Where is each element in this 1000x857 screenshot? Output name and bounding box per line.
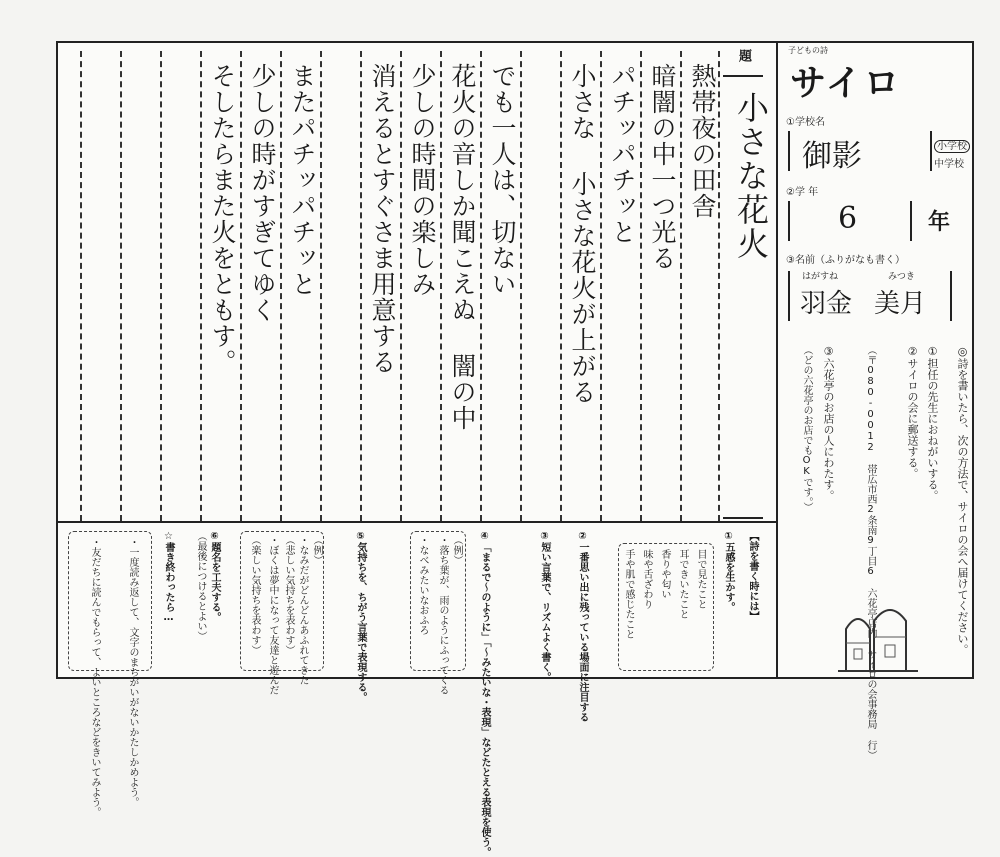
guide-line (520, 51, 522, 521)
poem-line-2: 暗闇の中一つ光る (648, 63, 677, 271)
school-elementary: 小学校 (934, 137, 970, 152)
tip-1-item: 手や肌で感じたこと (623, 549, 634, 639)
tip-1-head: ①五感を生かす。 (723, 531, 734, 612)
guide-line (560, 51, 562, 521)
tip-5-example: （例） (311, 535, 322, 565)
magazine-logo: サイロ (790, 63, 902, 104)
grade-value: 6 (838, 201, 858, 236)
poem-line-5: でも一人は、切ない (488, 63, 517, 297)
tip-7: ☆書き終わったら… (163, 531, 174, 623)
school-value: 御影 (802, 139, 862, 174)
school-label: ①学校名 (786, 117, 825, 128)
name-family: 羽金 (800, 289, 853, 319)
poem-line-6: 花火の音しか聞こえぬ 闇の中 (448, 63, 477, 431)
poem-writing-area (58, 43, 776, 521)
instructions-address: （〒080-0012 帯広市西2条南9丁目6 六花亭店内 サイロの会事務局 行） (865, 345, 876, 760)
guide-line (320, 51, 322, 521)
guide-line (280, 51, 282, 521)
poem-line-8: 消えるとすぐさま用意する (368, 63, 397, 375)
guide-line (480, 51, 482, 521)
guide-line (640, 51, 642, 521)
guide-line (440, 51, 442, 521)
instructions-step3: ③六花亭のお店の人にわたす。 (822, 345, 835, 501)
guide-line (160, 51, 162, 521)
name-given: 美月 (874, 289, 927, 319)
tip-5-example: ・なみだがどんどんあふれてきた (297, 535, 308, 685)
tip-5-example: （楽しい気持ちを表わす） (249, 535, 260, 655)
instructions-step2: ②サイロの会に郵送する。 (906, 345, 919, 479)
poem-line-4: 小さな 小さな花火が上がる (568, 63, 597, 405)
tip-4-example: ・落ち葉が、雨のようにふってくる (437, 535, 448, 695)
tip-5: ⑤気持ちを、ちがう言葉で表現する。 (355, 531, 366, 702)
tip-1-item: 味や舌ざわり (641, 549, 652, 609)
tip-1-item: 耳できいたこと (677, 549, 688, 619)
guide-line (120, 51, 122, 521)
furigana-family: はがすね (802, 272, 839, 282)
tip-3: ③短い言葉で、リズムよく書く。 (539, 531, 550, 682)
grade-unit: 年 (928, 209, 951, 235)
poem-line-3: パチッパチッと (608, 63, 637, 245)
instructions-intro: ◎詩を書いたら、次の方法で、サイロの会へ届けてください。 (956, 345, 969, 655)
tip-7-item: ・一度読み返して、文字のまちがいがないかたしかめよう。 (127, 537, 138, 807)
guide-line (680, 51, 682, 521)
tip-7-item: ・友だちに読んでもらって、よいところなどをきいてみよう。 (89, 537, 100, 817)
writing-tips (58, 521, 776, 857)
guide-line (600, 51, 602, 521)
poem-line-7: 少しの時間の楽しみ (408, 63, 437, 297)
instructions-step3-note: （どの六花亭のお店でもOKです。） (801, 345, 812, 512)
tip-5-example: ・ぼくは夢中になって友達と遊んだ (267, 535, 278, 695)
name-label: ③名前（ふりがなも書く） (786, 255, 905, 266)
title-label: 題 (736, 49, 751, 62)
school-junior: 中学校 (934, 159, 964, 170)
submission-panel (776, 43, 974, 760)
silo-illustration (838, 603, 918, 673)
guide-line (200, 51, 202, 521)
tip-6: ⑥題名を工夫する。 (209, 531, 220, 622)
tip-4-example: （例） (451, 535, 462, 565)
tip-1-item: 目で見たこと (695, 549, 706, 609)
poem-line-1: 熱帯夜の田舎 (688, 63, 717, 219)
tip-4: ④「まるで〜のように」「〜みたいな・表現」などたとえる表現を使う。 (479, 531, 490, 857)
tip-2: ②一番思い出に残っている場面に注目する (577, 531, 588, 722)
guide-line (400, 51, 402, 521)
furigana-given: みつき (888, 272, 915, 282)
poem-line-9: またパチッパチッと (288, 63, 317, 297)
magazine-subtitle: 子どもの詩 (788, 46, 828, 55)
tip-6-note: （最後につけるとよい） (195, 531, 206, 641)
poem-title: 小さな花火 (732, 91, 770, 261)
instructions-step1: ①担任の先生におねがいする。 (926, 345, 939, 501)
tip-4-example: ・なべみたいなおふろ (417, 535, 428, 635)
tip-5-example: （悲しい気持ちを表わす） (283, 535, 294, 655)
poem-line-11: そしたらまた火をともす。 (208, 63, 237, 375)
tip-1-item: 香りや匂い (659, 549, 670, 599)
guide-line (240, 51, 242, 521)
guide-line (80, 51, 82, 521)
poem-line-10: 少しの時がすぎてゆく (248, 63, 277, 323)
grade-label: ②学 年 (786, 187, 819, 198)
tips-header: 【詩を書く時には】 (747, 531, 758, 621)
poem-sheet (56, 41, 974, 857)
guide-line (360, 51, 362, 521)
